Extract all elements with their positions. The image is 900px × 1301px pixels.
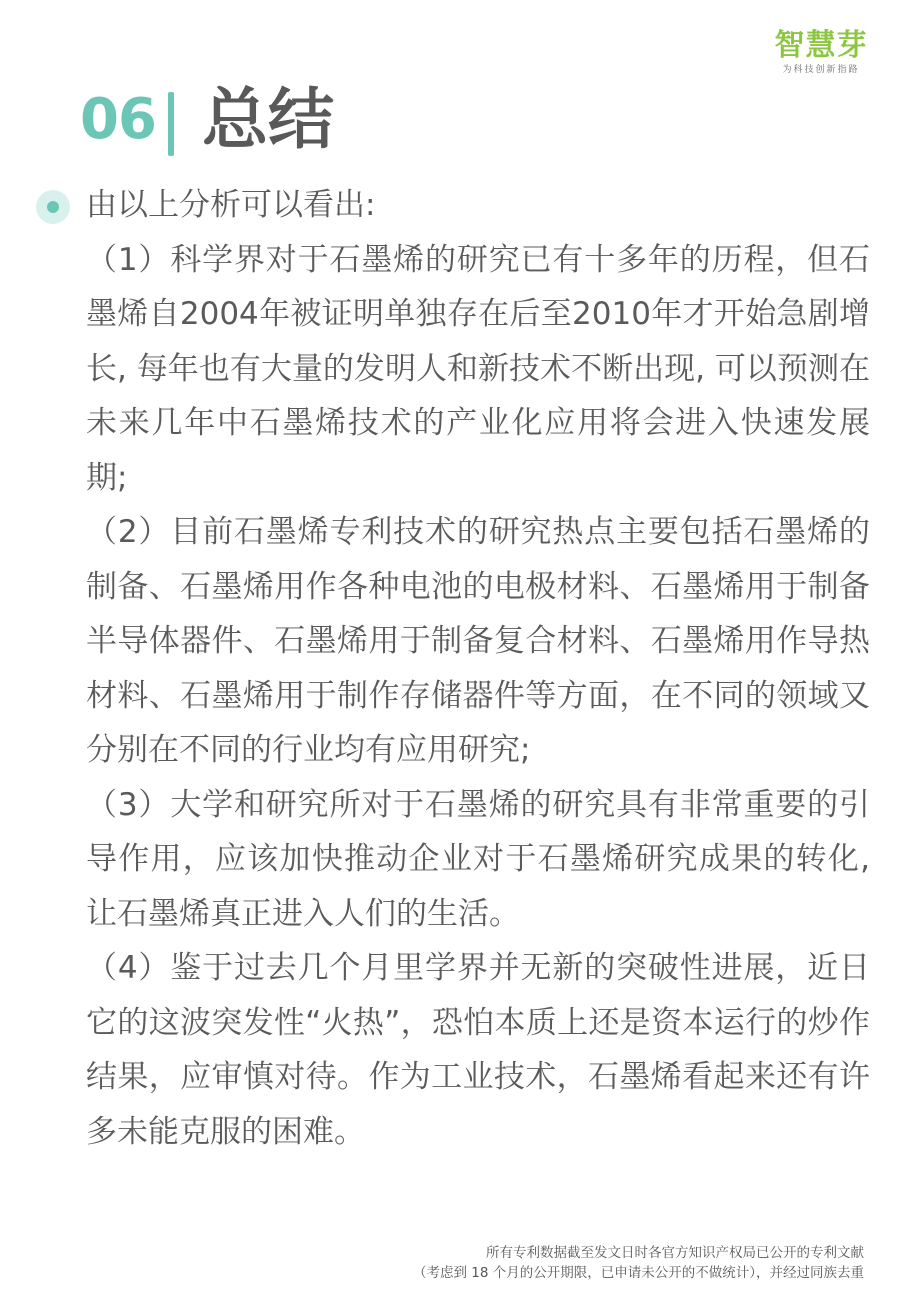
summary-intro: 由以上分析可以看出: [86, 187, 376, 223]
summary-body [86, 178, 870, 1159]
data-source-footnote [413, 1243, 864, 1283]
brand-logo [766, 28, 876, 76]
section-number: 06 [80, 87, 156, 152]
summary-point-3: （3）大学和研究所对于石墨烯的研究具有非常重要的引导作用，应该加快推动企业对于石墨烯研究成果的转化, 让石墨烯真正进入人们的生活。 [86, 786, 870, 932]
section-title: 总结 [202, 81, 334, 158]
summary-point-4: （4）鉴于过去几个月里学界并无新的突破性进展，近日它的这波突发性“火热”，恐怕本质上还是资本运行的炒作结果，应审慎对待。作为工业技术，石墨烯看起来还有许多未能克服的困难。 [86, 950, 870, 1150]
summary-point-2: （2）目前石墨烯专利技术的研究热点主要包括石墨烯的制备、石墨烯用作各种电池的电极材料、石墨烯用于制备半导体器件、石墨烯用于制备复合材料、石墨烯用作导热材料、石墨烯用于制作存储器件等方面，在不同的领域又分别在不同的行业均有应用研究; [86, 514, 870, 768]
footnote-line-1: 所有专利数据截至发文日时各官方知识产权局已公开的专利文献 [486, 1245, 864, 1261]
summary-point-1: （1）科学界对于石墨烯的研究已有十多年的历程，但石墨烯自2004年被证明单独存在后至2010年才开始急剧增长, 每年也有大量的发明人和新技术不断出现, 可以预测在未来几年中石墨烯技术的产业化应用将会进入快速发展期; [86, 241, 870, 496]
logo-slogan: 为科技创新指路 [782, 65, 860, 75]
logo-name: 智慧芽 [774, 28, 868, 63]
bullet-dot [47, 201, 59, 213]
footnote-line-2: （考虑到 18 个月的公开期限，已申请未公开的不做统计），并经过同族去重 [412, 1265, 864, 1281]
bullet-icon [36, 190, 70, 224]
section-divider [168, 92, 174, 156]
